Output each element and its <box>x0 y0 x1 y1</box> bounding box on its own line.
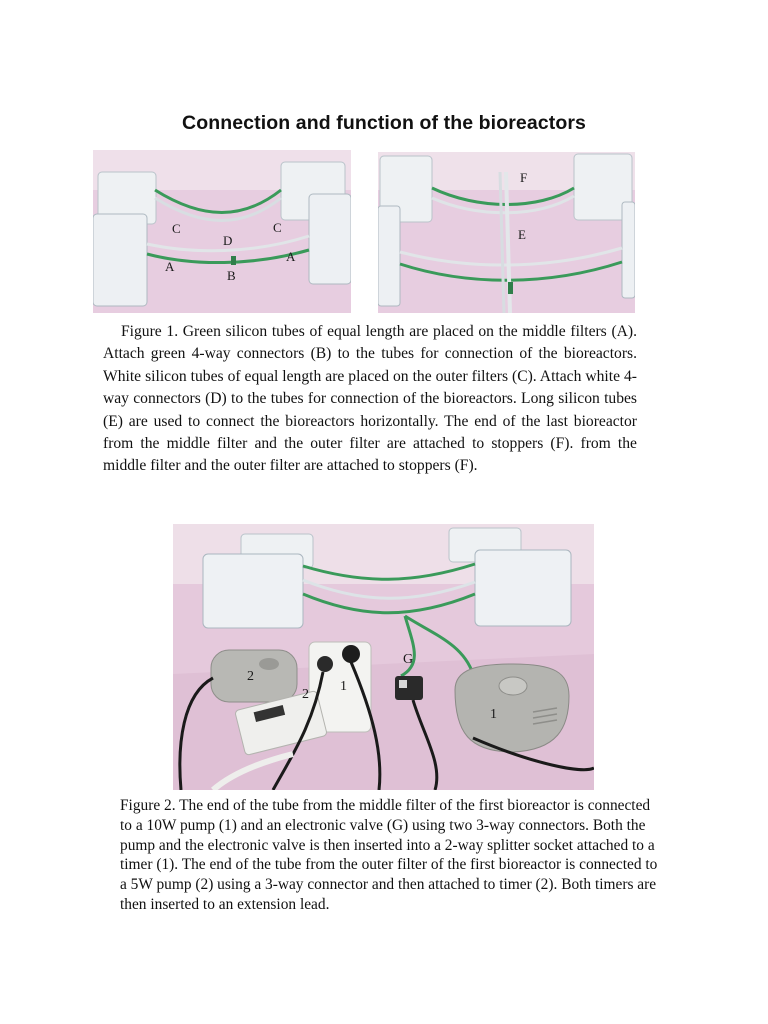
figure1-caption-text: Figure 1. Green silicon tubes of equal length are placed on the middle filters (A). Attach green 4-way connectors (B) to the tubes for connection of the bioreactors. White silicon tubes of equal length are placed on the outer filters (C). Attach white 4-way connectors (D) to the tubes for connection of the bioreactors. Long silicon tubes (E) are used to connect the bioreactors horizontally. The end of the last bioreactor from the middle filter and the outer filter are attached to stoppers (F). <box>103 323 637 453</box>
label-d: D <box>223 233 233 248</box>
label-f: F <box>520 170 528 185</box>
label-1-pump: 1 <box>490 707 497 722</box>
label-a-left: A <box>165 259 175 274</box>
label-2-pump: 2 <box>247 669 254 684</box>
label-a-right: A <box>286 249 296 264</box>
figure1-caption-repeat: from the middle filter and the outer filter are attached to stoppers (F). <box>103 435 637 475</box>
figure1-caption <box>103 321 637 478</box>
label-2-timer: 2 <box>302 687 309 702</box>
figure2-caption: Figure 2. The end of the tube from the middle filter of the first bioreactor is connected to a 10W pump (1) and an electronic valve (G) using two 3-way connectors. Both the pump and the electronic valve is then inserted into a 2-way splitter socket attached to a timer (1). The end of the tube from the outer filter of the first bioreactor is connected to a 5W pump (2) using a 3-way connector and then attached to timer (2). Both timers are then inserted to an extension lead. <box>120 797 658 913</box>
label-c-left: C <box>172 221 181 236</box>
label-b: B <box>227 268 236 283</box>
figure1-left-photo <box>93 150 351 313</box>
page-title: Connection and function of the bioreactors <box>182 112 586 134</box>
figure2-photo <box>173 524 594 790</box>
label-1-timer: 1 <box>340 679 347 694</box>
label-c-right: C <box>273 220 282 235</box>
label-g: G <box>403 652 414 667</box>
figure1-right-photo <box>378 152 635 313</box>
label-e: E <box>518 227 526 242</box>
